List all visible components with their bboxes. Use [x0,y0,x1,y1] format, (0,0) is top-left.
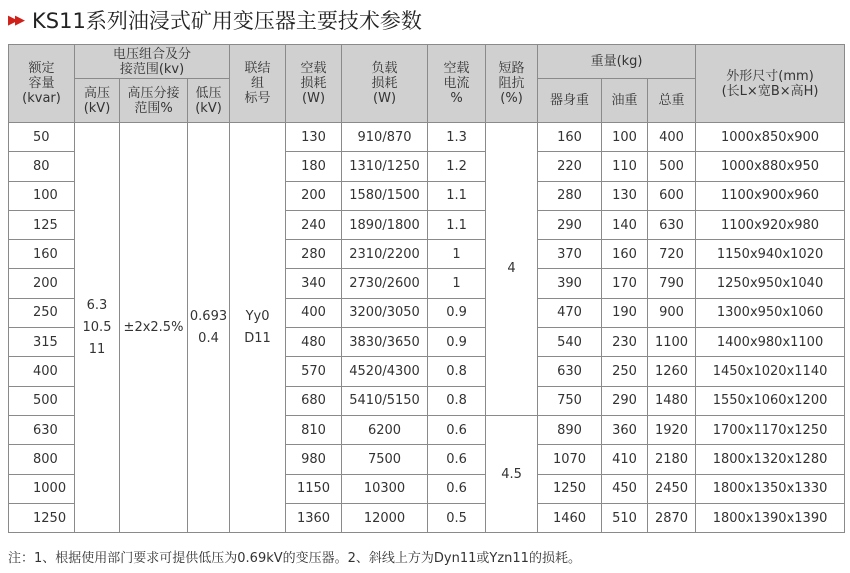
capacity-cell: 400 [9,357,75,386]
noload-loss-cell: 180 [286,152,342,181]
total-weight-cell: 900 [648,298,696,327]
load-loss-cell: 5410/5150 [342,386,428,415]
body-weight-cell: 470 [538,298,602,327]
oil-weight-cell: 110 [602,152,648,181]
noload-loss-cell: 1150 [286,474,342,503]
noload-loss-cell: 280 [286,240,342,269]
total-weight-cell: 2180 [648,445,696,474]
load-loss-cell: 1890/1800 [342,210,428,239]
dimensions-cell: 1100x900x960 [696,181,845,210]
total-weight-cell: 1480 [648,386,696,415]
dimensions-cell: 1450x1020x1140 [696,357,845,386]
noload-loss-cell: 200 [286,181,342,210]
spec-table [8,44,845,533]
oil-weight-cell: 100 [602,123,648,152]
body-weight-cell: 1460 [538,503,602,532]
dimensions-cell: 1000x850x900 [696,123,845,152]
dimensions-cell: 1300x950x1060 [696,298,845,327]
table-row [9,123,845,152]
header-lv: 低压 (kV) [188,79,230,123]
dimensions-cell: 1550x1060x1200 [696,386,845,415]
page-title [8,4,422,36]
total-weight-cell: 1260 [648,357,696,386]
capacity-cell: 1250 [9,503,75,532]
total-weight-cell: 2450 [648,474,696,503]
oil-weight-cell: 170 [602,269,648,298]
footnote: 注：1、根据使用部门要求可提供低压为0.69kV的变压器。2、斜线上方为Dyn11或Yzn11的损耗。 [8,551,581,566]
capacity-cell: 800 [9,445,75,474]
noload-current-cell: 1 [428,240,486,269]
header-body-weight: 器身重 [538,79,602,123]
total-weight-cell: 790 [648,269,696,298]
header-total-weight: 总重 [648,79,696,123]
noload-loss-cell: 340 [286,269,342,298]
connection-group-cell: Yy0 D11 [230,123,286,533]
total-weight-cell: 1100 [648,328,696,357]
noload-current-cell: 0.9 [428,328,486,357]
capacity-cell: 50 [9,123,75,152]
noload-loss-cell: 400 [286,298,342,327]
noload-loss-cell: 240 [286,210,342,239]
body-weight-cell: 890 [538,415,602,444]
capacity-cell: 1000 [9,474,75,503]
header-capacity: 额定 容量 (kvar) [9,45,75,123]
hv-voltage-cell: 6.3 10.5 11 [75,123,120,533]
load-loss-cell: 10300 [342,474,428,503]
noload-current-cell: 0.6 [428,474,486,503]
capacity-cell: 315 [9,328,75,357]
body-weight-cell: 370 [538,240,602,269]
body-weight-cell: 290 [538,210,602,239]
oil-weight-cell: 360 [602,415,648,444]
body-weight-cell: 630 [538,357,602,386]
capacity-cell: 500 [9,386,75,415]
noload-current-cell: 0.6 [428,445,486,474]
oil-weight-cell: 250 [602,357,648,386]
noload-loss-cell: 1360 [286,503,342,532]
header-noload-current: 空载 电流 % [428,45,486,123]
oil-weight-cell: 190 [602,298,648,327]
table-body [9,123,845,533]
load-loss-cell: 910/870 [342,123,428,152]
total-weight-cell: 400 [648,123,696,152]
noload-loss-cell: 980 [286,445,342,474]
noload-loss-cell: 480 [286,328,342,357]
oil-weight-cell: 140 [602,210,648,239]
capacity-cell: 630 [9,415,75,444]
capacity-cell: 80 [9,152,75,181]
double-arrow-icon: ▶▶ [8,12,22,28]
capacity-cell: 160 [9,240,75,269]
capacity-cell: 250 [9,298,75,327]
body-weight-cell: 1070 [538,445,602,474]
load-loss-cell: 2730/2600 [342,269,428,298]
oil-weight-cell: 160 [602,240,648,269]
dimensions-cell: 1800x1350x1330 [696,474,845,503]
oil-weight-cell: 290 [602,386,648,415]
load-loss-cell: 1310/1250 [342,152,428,181]
load-loss-cell: 3200/3050 [342,298,428,327]
dimensions-cell: 1700x1170x1250 [696,415,845,444]
noload-loss-cell: 130 [286,123,342,152]
noload-current-cell: 1.1 [428,181,486,210]
header-voltage-group: 电压组合及分 接范围(kv) [75,45,230,79]
header-oil-weight: 油重 [602,79,648,123]
body-weight-cell: 280 [538,181,602,210]
oil-weight-cell: 130 [602,181,648,210]
load-loss-cell: 3830/3650 [342,328,428,357]
load-loss-cell: 4520/4300 [342,357,428,386]
body-weight-cell: 220 [538,152,602,181]
body-weight-cell: 540 [538,328,602,357]
dimensions-cell: 1100x920x980 [696,210,845,239]
tap-range-cell: ±2x2.5% [120,123,188,533]
oil-weight-cell: 510 [602,503,648,532]
noload-current-cell: 1 [428,269,486,298]
total-weight-cell: 500 [648,152,696,181]
load-loss-cell: 6200 [342,415,428,444]
dimensions-cell: 1250x950x1040 [696,269,845,298]
noload-current-cell: 0.6 [428,415,486,444]
noload-current-cell: 0.9 [428,298,486,327]
header-load-loss: 负载 损耗 (W) [342,45,428,123]
load-loss-cell: 1580/1500 [342,181,428,210]
noload-current-cell: 1.2 [428,152,486,181]
header-weight: 重量(kg) [538,45,696,79]
dimensions-cell: 1800x1390x1390 [696,503,845,532]
total-weight-cell: 630 [648,210,696,239]
dimensions-cell: 1400x980x1100 [696,328,845,357]
impedance-cell: 4.5 [486,415,538,532]
noload-current-cell: 0.8 [428,357,486,386]
body-weight-cell: 750 [538,386,602,415]
total-weight-cell: 1920 [648,415,696,444]
title-text: KS11系列油浸式矿用变压器主要技术参数 [32,9,422,33]
header-connection: 联结 组 标号 [230,45,286,123]
header-dimensions: 外形尺寸(mm) (长L×宽B×高H) [696,45,845,123]
header-noload-loss: 空载 损耗 (W) [286,45,342,123]
noload-current-cell: 1.1 [428,210,486,239]
body-weight-cell: 390 [538,269,602,298]
dimensions-cell: 1150x940x1020 [696,240,845,269]
body-weight-cell: 160 [538,123,602,152]
capacity-cell: 125 [9,210,75,239]
header-hv: 高压 (kV) [75,79,120,123]
noload-loss-cell: 570 [286,357,342,386]
body-weight-cell: 1250 [538,474,602,503]
load-loss-cell: 12000 [342,503,428,532]
noload-current-cell: 0.5 [428,503,486,532]
noload-loss-cell: 810 [286,415,342,444]
load-loss-cell: 2310/2200 [342,240,428,269]
total-weight-cell: 600 [648,181,696,210]
dimensions-cell: 1000x880x950 [696,152,845,181]
impedance-cell: 4 [486,123,538,416]
noload-loss-cell: 680 [286,386,342,415]
oil-weight-cell: 230 [602,328,648,357]
capacity-cell: 200 [9,269,75,298]
dimensions-cell: 1800x1320x1280 [696,445,845,474]
capacity-cell: 100 [9,181,75,210]
header-tap: 高压分接 范围% [120,79,188,123]
total-weight-cell: 720 [648,240,696,269]
header-impedance: 短路 阻抗 (%) [486,45,538,123]
load-loss-cell: 7500 [342,445,428,474]
noload-current-cell: 1.3 [428,123,486,152]
oil-weight-cell: 450 [602,474,648,503]
noload-current-cell: 0.8 [428,386,486,415]
lv-voltage-cell: 0.693 0.4 [188,123,230,533]
total-weight-cell: 2870 [648,503,696,532]
oil-weight-cell: 410 [602,445,648,474]
